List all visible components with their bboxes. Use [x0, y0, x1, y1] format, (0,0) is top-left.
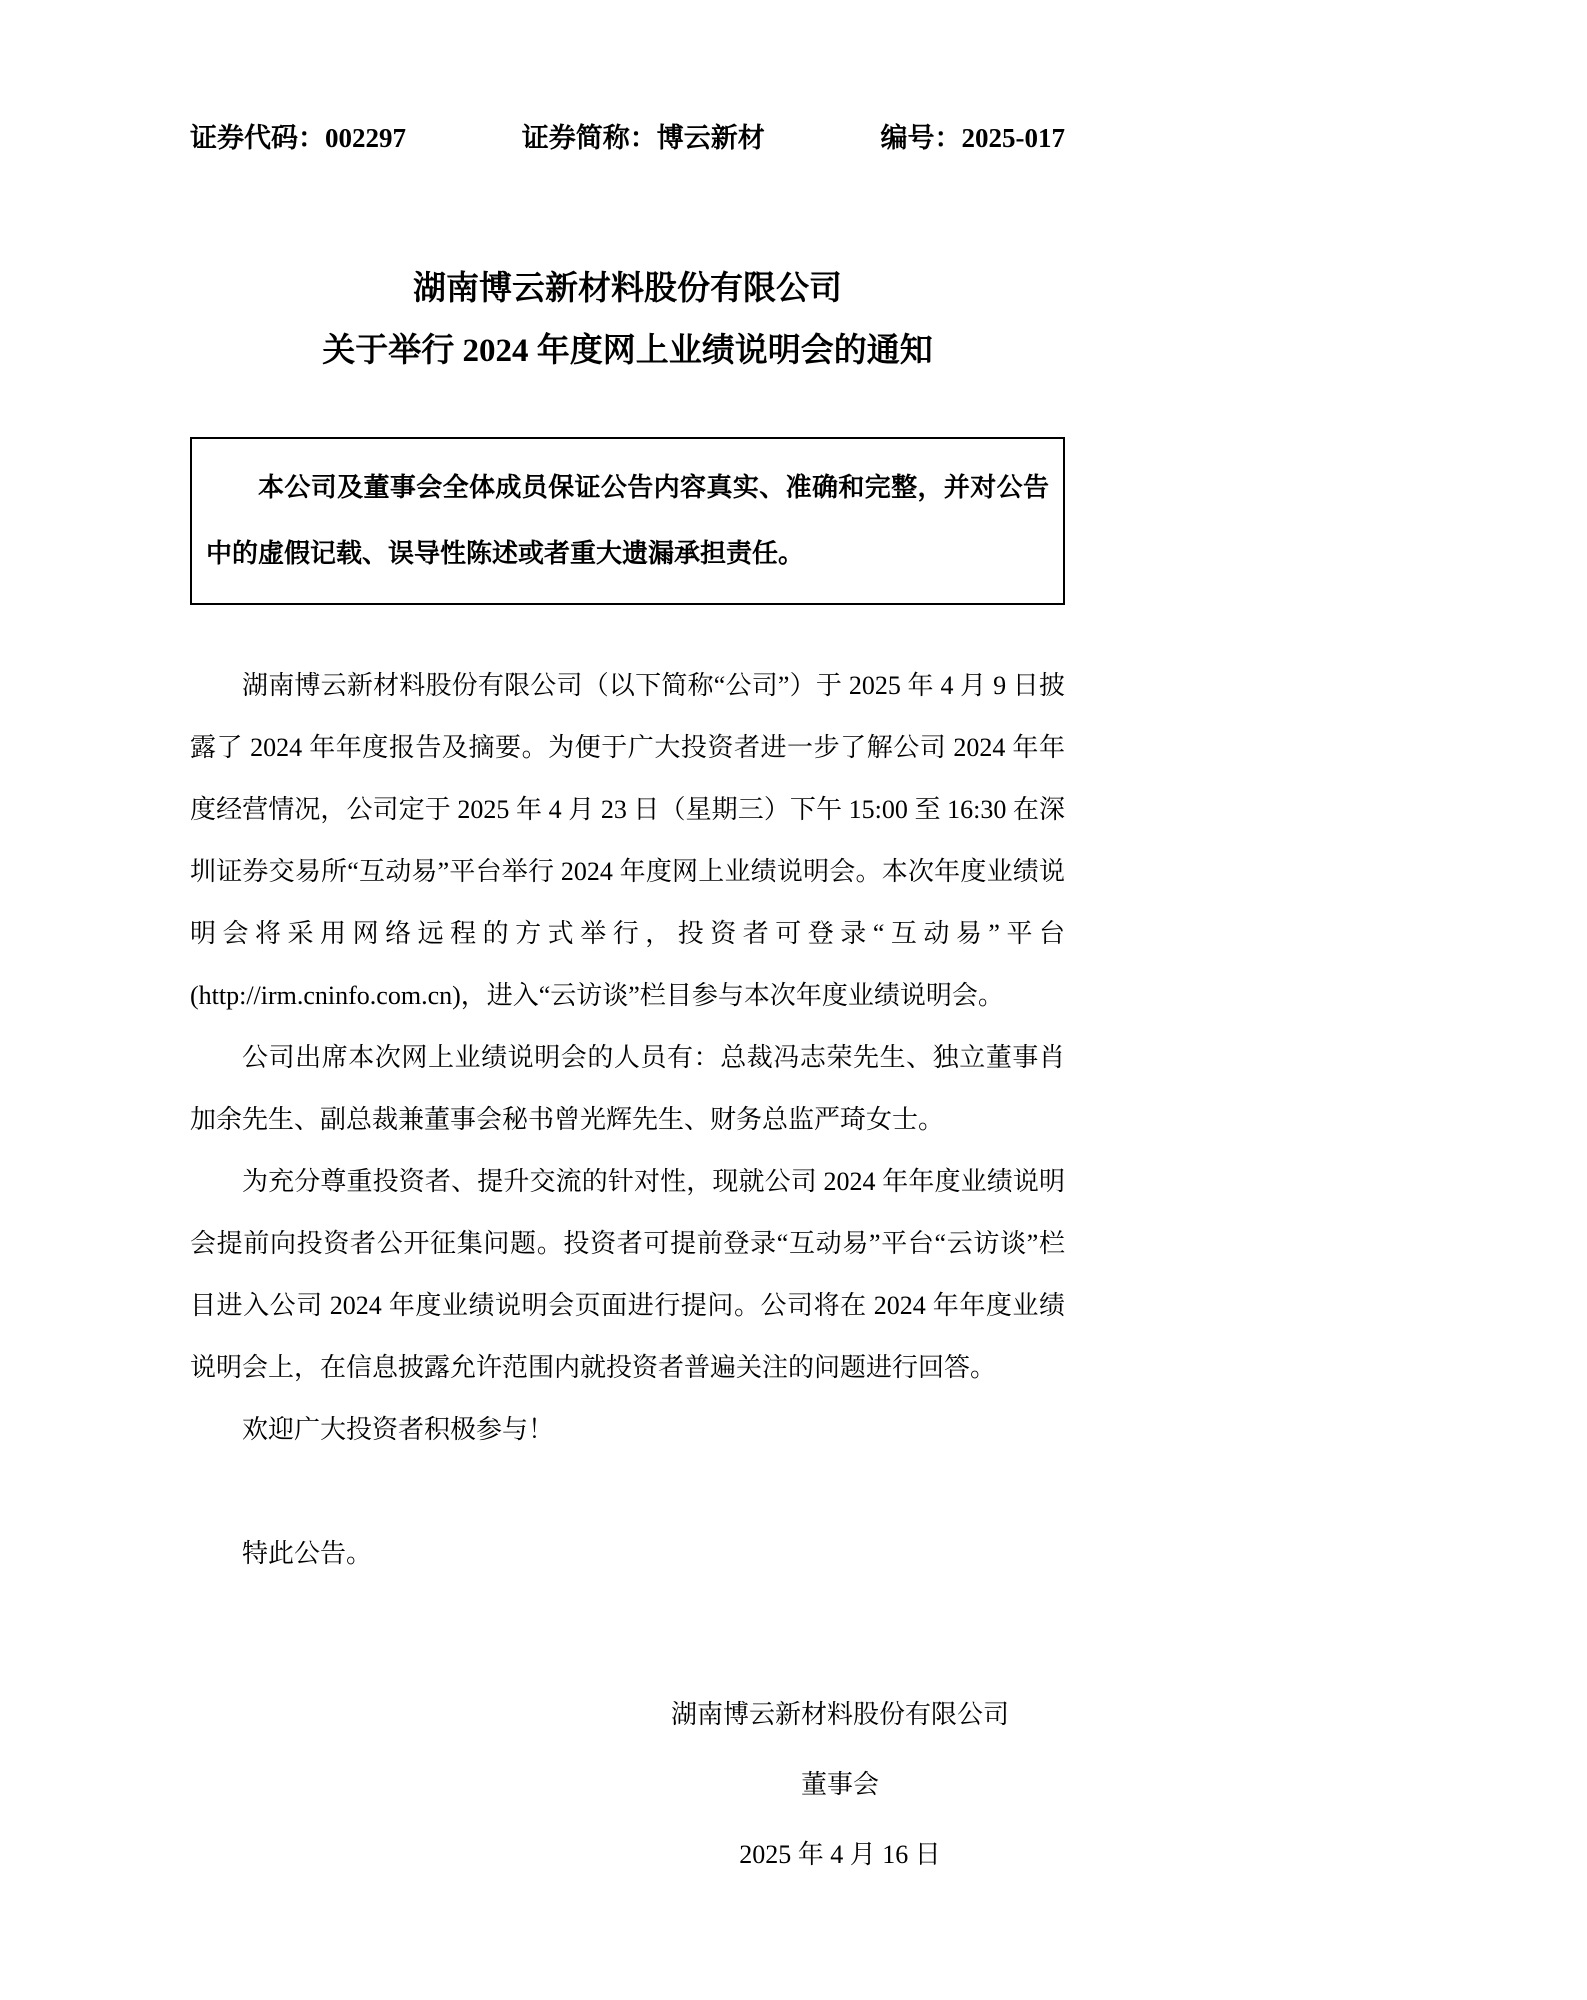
- company-name-title-line: 湖南博云新材料股份有限公司: [413, 271, 842, 307]
- notice-subject-title-line: 关于举行 2024 年度网上业绩说明会的通知: [322, 333, 933, 369]
- paragraph-welcome: 欢迎广大投资者积极参与！: [242, 1415, 555, 1444]
- stock-short-name-text: 证券简称：博云新材: [521, 123, 765, 153]
- paragraph-closing: 特此公告。: [242, 1539, 373, 1568]
- signature-company-name: 湖南博云新材料股份有限公司: [670, 1700, 1009, 1729]
- announcement-number-text: 编号：2025-017: [880, 123, 1065, 153]
- disclaimer-text: 本公司及董事会全体成员保证公告内容真实、准确和完整，并对公告中的虚假记载、误导性陈述或者重大遗漏承担责任。: [206, 473, 1049, 568]
- paragraph-question-collection: 为充分尊重投资者、提升交流的针对性，现就公司 2024 年年度业绩说明会提前向投资者公开征集问题。投资者可提前登录“互动易”平台“云访谈”栏目进入公司 2024 年度业绩说明会页面进行提问。公司将在 2024 年年度业绩说明会上，在信息披露允许范围内就投资者普遍关注的问题进行回答。: [190, 1167, 1065, 1382]
- signature-block: [625, 1680, 1055, 1890]
- signature-date: 2025 年 4 月 16 日: [739, 1840, 941, 1869]
- paragraph-attendees: 公司出席本次网上业绩说明会的人员有：总裁冯志荣先生、独立董事肖加余先生、副总裁兼董事会秘书曾光辉先生、财务总监严琦女士。: [190, 1043, 1065, 1134]
- disclaimer-box: [190, 437, 1065, 605]
- signature-board: 董事会: [800, 1770, 879, 1799]
- paragraph-meeting-announcement: 湖南博云新材料股份有限公司（以下简称“公司”）于 2025 年 4 月 9 日披露了 2024 年年度报告及摘要。为便于广大投资者进一步了解公司 2024 年年度经营情况，公司定于 2025 年 4 月 23 日（星期三）下午 15:00 至 16:30 在深圳证券交易所“互动易”平台举行 2024 年度网上业绩说明会。本次年度业绩说明会将采用网络远程的方式举行，投资者可登录“互动易”平台(http://irm.cninfo.com.cn)，进入“云访谈”栏目参与本次年度业绩说明会。: [190, 671, 1065, 1010]
- document-title: [190, 258, 1065, 382]
- stock-code-text: 证券代码：002297: [190, 123, 406, 153]
- securities-header-row: [190, 118, 1065, 158]
